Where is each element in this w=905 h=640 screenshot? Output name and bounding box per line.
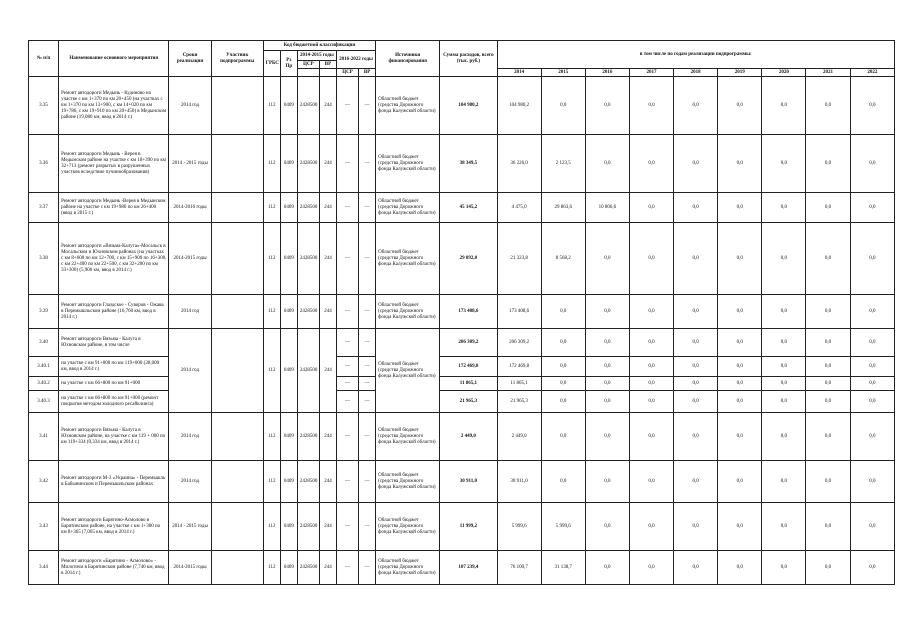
row-participant [211,329,263,413]
col-year: 2014 [497,69,541,77]
row-csr-2016: — [336,193,358,223]
row-number: 3.43 [29,503,59,551]
row-vr-2016: — [359,193,376,223]
row-vr-2016: — [359,295,376,329]
row-year-value: 0,0 [629,329,673,357]
row-year-value: 0,0 [541,77,585,135]
row-year-value: 0,0 [718,295,762,329]
row-participant [211,135,263,193]
row-year-value: 0,0 [674,295,718,329]
table-body [29,77,895,585]
row-vr-2016: — [359,461,376,503]
row-source: Областной бюджет (средства Дорожного фонда Калужской области) [376,413,440,461]
col-csr: ЦСР [297,61,319,69]
row-year-value: 0,0 [541,295,585,329]
row-year-value: 11 865,1 [497,377,541,391]
row-csr-2016: — [336,461,358,503]
row-year-value: 0,0 [850,295,894,329]
row-year-value: 21 323,8 [497,223,541,295]
col-rzpr: Рз Пр [280,51,297,77]
col-by-year: в том числе по годам реализации подпрограммы: [497,41,895,69]
row-sum: 107 239,4 [440,551,497,585]
row-year-value: 0,0 [674,377,718,391]
row-year-value: 0,0 [762,551,806,585]
row-year-value: 0,0 [762,329,806,357]
col-year: 2016 [585,69,629,77]
row-source: Областной бюджет (средства Дорожного фонда Калужской области) [376,193,440,223]
col-year: 2022 [850,69,894,77]
row-year-value: 0,0 [762,193,806,223]
row-year-value: 0,0 [718,391,762,413]
row-term: 2014-2016 годы [169,193,211,223]
row-number: 3.44 [29,551,59,585]
row-number: 3.41 [29,413,59,461]
row-csr: 2428500 [297,503,319,551]
row-year-value: 0,0 [674,193,718,223]
row-sum: 45 145,2 [440,193,497,223]
row-vr-2016: — [359,357,376,377]
row-csr-2016: — [336,413,358,461]
row-number: 3.38 [29,223,59,295]
row-year-value: 0,0 [850,329,894,357]
row-vr: 244 [319,551,336,585]
row-grbs: 112 [263,77,280,135]
col-2016-2022: 2016-2022 годы [336,51,375,69]
table-row [29,223,895,295]
row-year-value: 0,0 [762,135,806,193]
table-row [29,461,895,503]
row-year-value: 0,0 [541,357,585,377]
col-source: Источники финансирования [376,41,440,77]
row-vr: 244 [319,223,336,295]
row-activity-name: Ремонт автодороги «Барятино - Асмолово» - Милотичи в Барятинском районе (7,740 км, ввод в 2014 г.) [59,551,169,585]
row-sum: 206 309,2 [440,329,497,357]
row-year-value: 0,0 [806,223,850,295]
row-csr-2016: — [336,295,358,329]
row-participant [211,461,263,503]
row-participant [211,223,263,295]
row-csr: 2428500 [297,461,319,503]
row-number: 3.36 [29,135,59,193]
row-year-value: 0,0 [541,413,585,461]
row-year-value: 0,0 [806,295,850,329]
row-year-value: 0,0 [850,413,894,461]
row-year-value: 0,0 [718,357,762,377]
row-year-value: 0,0 [585,357,629,377]
row-rzpr: 0409 [280,193,297,223]
row-year-value: 0,0 [718,377,762,391]
col-csr2: ЦСР [336,69,358,77]
row-year-value: 5 999,6 [497,503,541,551]
row-activity-name: Ремонт автодороги Барятино-Асмолово в Барятинском районе, на участке с км 1+300 по км 8+365 (7,065 км, ввод в 2014 г.) [59,503,169,551]
row-rzpr: 0409 [280,135,297,193]
row-year-value: 0,0 [541,329,585,357]
row-activity-name: Ремонт автодороги Вязьма - Калуга в Юхновском районе, на участке с км 119 + 000 по км 119+334 (0,334 км, ввод в 2014 г.) [59,413,169,461]
table-row [29,357,895,377]
row-activity-name: Ремонт автодороги Глаздское - Суворов - Ожава в Перемышльском районе (16,760 км, ввод в 2014 г.) [59,295,169,329]
row-year-value: 0,0 [541,461,585,503]
row-year-value: 0,0 [806,391,850,413]
row-year-value: 0,0 [629,503,673,551]
row-csr: 2428500 [297,413,319,461]
row-number: 3.35 [29,77,59,135]
row-csr: 2428500 [297,135,319,193]
row-year-value: 0,0 [806,77,850,135]
row-year-value: 0,0 [806,193,850,223]
row-source: Областной бюджет (средства Дорожного фонда Калужской области) [376,77,440,135]
row-year-value: 0,0 [718,461,762,503]
row-year-value: 0,0 [674,391,718,413]
row-year-value: 0,0 [585,461,629,503]
row-rzpr: 0409 [280,295,297,329]
row-year-value: 30 911,0 [497,461,541,503]
row-year-value: 0,0 [850,377,894,391]
row-year-value: 0,0 [850,193,894,223]
row-vr-2016: — [359,391,376,413]
row-csr: 2428500 [297,223,319,295]
row-year-value: 0,0 [762,295,806,329]
row-year-value: 0,0 [541,377,585,391]
row-year-value: 0,0 [850,77,894,135]
row-number: 3.40.2 [29,377,59,391]
col-year: 2020 [762,69,806,77]
col-vr-empty [319,69,336,77]
row-year-value: 0,0 [762,357,806,377]
table-row [29,77,895,135]
row-year-value: 0,0 [629,223,673,295]
row-year-value: 2 123,5 [541,135,585,193]
table-header [29,41,895,77]
row-year-value: 0,0 [806,377,850,391]
row-number: 3.39 [29,295,59,329]
row-source: Областной бюджет (средства Дорожного фонда Калужской области) [376,503,440,551]
row-year-value: 0,0 [674,329,718,357]
row-grbs: 112 [263,503,280,551]
row-rzpr: 0409 [280,77,297,135]
row-year-value: 0,0 [762,223,806,295]
row-year-value: 0,0 [718,193,762,223]
row-grbs: 112 [263,223,280,295]
row-rzpr: 0409 [280,223,297,295]
row-year-value: 0,0 [585,551,629,585]
row-csr-2016: — [336,357,358,377]
row-year-value: 4 475,0 [497,193,541,223]
row-year-value: 0,0 [674,77,718,135]
row-year-value: 0,0 [806,357,850,377]
row-year-value: 172 469,8 [497,357,541,377]
row-source: Областной бюджет (средства Дорожного фонда Калужской области) [376,551,440,585]
col-year: 2017 [629,69,673,77]
row-year-value: 0,0 [585,295,629,329]
row-csr-2016: — [336,329,358,357]
row-year-value: 0,0 [762,377,806,391]
row-year-value: 29 863,6 [541,193,585,223]
row-sum: 104 980,2 [440,77,497,135]
row-csr-2016: — [336,377,358,391]
row-participant [211,295,263,329]
row-source: Областной бюджет (средства Дорожного фонда Калужской области) [376,295,440,329]
row-year-value: 5 999,6 [541,503,585,551]
row-year-value: 0,0 [718,223,762,295]
table-row [29,391,895,413]
row-vr-2016: — [359,223,376,295]
row-activity-name: Ремонт автодороги «Вязьма-Калуга»-Мосальск в Мосальском и Юхновском районах (на участках с км 8+600 по км 12+700, с км 15+900 по 16+300, с км 22+400 по км 22+500, с км 32+200 по км 33+300) (5,900 км, ввод в 2014 г.) [59,223,169,295]
row-rzpr: 0409 [280,413,297,461]
col-num: № п/п [29,41,59,77]
row-source: Областной бюджет (средства Дорожного фонда Калужской области) [376,329,440,413]
row-year-value: 206 309,2 [497,329,541,357]
row-sum: 173 408,6 [440,295,497,329]
row-source: Областной бюджет (средства Дорожного фонда Калужской области) [376,135,440,193]
row-activity-name: Ремонт автодороги Вязьма - Калуга в Юхновском районе, в том числе [59,329,169,357]
col-sum: Сумма расходов, всего (тыс. руб.) [440,41,497,77]
row-term: 2014 - 2015 годы [169,503,211,551]
row-source: Областной бюджет (средства Дорожного фонда Калужской области) [376,223,440,295]
row-year-value: 0,0 [762,77,806,135]
row-vr-2016: — [359,135,376,193]
row-csr-2016: — [336,223,358,295]
row-year-value: 0,0 [674,223,718,295]
row-vr: 244 [319,193,336,223]
row-vr: 244 [319,461,336,503]
row-participant [211,77,263,135]
row-year-value: 0,0 [850,461,894,503]
row-number: 3.40 [29,329,59,357]
row-csr: 2428500 [297,77,319,135]
table-row [29,329,895,357]
row-year-value: 0,0 [585,77,629,135]
row-sum: 38 349,5 [440,135,497,193]
row-csr: 2428500 [297,295,319,329]
col-year: 2021 [806,69,850,77]
row-year-value: 0,0 [762,503,806,551]
row-term: 2014 год [169,295,211,329]
row-vr: 244 [319,503,336,551]
row-year-value: 0,0 [541,391,585,413]
row-csr-2016: — [336,391,358,413]
col-csr-empty [297,69,319,77]
row-vr-2016: — [359,413,376,461]
row-year-value: 0,0 [806,551,850,585]
row-year-value: 0,0 [629,377,673,391]
row-year-value: 104 980,2 [497,77,541,135]
row-term: 2014 год [169,329,211,413]
row-year-value: 0,0 [718,135,762,193]
row-year-value: 0,0 [585,413,629,461]
row-term: 2014-2015 годы [169,223,211,295]
row-year-value: 0,0 [629,77,673,135]
row-sum: 172 469,8 [440,357,497,377]
row-year-value: 21 965,3 [497,391,541,413]
budget-table-page [28,40,895,625]
row-year-value: 0,0 [850,391,894,413]
row-vr: 244 [319,329,336,413]
row-year-value: 0,0 [674,551,718,585]
row-year-value: 0,0 [718,77,762,135]
row-term: 2014 год [169,413,211,461]
table-row [29,193,895,223]
row-year-value: 0,0 [629,413,673,461]
row-term: 2014-2015 годы [169,551,211,585]
row-year-value: 0,0 [718,413,762,461]
row-sum: 29 892,0 [440,223,497,295]
row-year-value: 0,0 [806,503,850,551]
row-year-value: 173 408,6 [497,295,541,329]
row-grbs: 112 [263,135,280,193]
table-row [29,503,895,551]
col-2014-2015: 2014-2015 годы [297,51,336,61]
row-grbs: 112 [263,329,280,413]
table-row [29,413,895,461]
row-year-value: 0,0 [629,135,673,193]
row-csr-2016: — [336,135,358,193]
row-year-value: 0,0 [674,461,718,503]
row-term: 2014 год [169,461,211,503]
row-vr-2016: — [359,329,376,357]
row-csr: 2428500 [297,193,319,223]
row-number: 3.40.3 [29,391,59,413]
table-row [29,377,895,391]
row-year-value: 0,0 [629,357,673,377]
row-rzpr: 0409 [280,461,297,503]
row-participant [211,413,263,461]
row-number: 3.40.1 [29,357,59,377]
row-vr-2016: — [359,503,376,551]
row-sum: 2 449,0 [440,413,497,461]
row-year-value: 0,0 [762,413,806,461]
row-vr: 244 [319,135,336,193]
row-number: 3.37 [29,193,59,223]
row-grbs: 112 [263,461,280,503]
row-sum: 11 865,1 [440,377,497,391]
row-year-value: 0,0 [762,461,806,503]
row-year-value: 76 100,7 [497,551,541,585]
col-year: 2015 [541,69,585,77]
row-year-value: 0,0 [674,413,718,461]
row-vr: 244 [319,295,336,329]
table-row [29,551,895,585]
row-csr-2016: — [336,551,358,585]
row-year-value: 8 568,2 [541,223,585,295]
row-year-value: 0,0 [629,391,673,413]
row-term: 2014 - 2015 годы [169,135,211,193]
row-year-value: 0,0 [806,329,850,357]
row-source: Областной бюджет (средства Дорожного фонда Калужской области) [376,461,440,503]
row-year-value: 0,0 [806,135,850,193]
col-participant: Участник подпрограммы [211,41,263,77]
row-year-value: 0,0 [850,357,894,377]
row-year-value: 0,0 [674,503,718,551]
col-vr: ВР [319,61,336,69]
row-grbs: 112 [263,551,280,585]
row-year-value: 0,0 [674,135,718,193]
row-vr: 244 [319,413,336,461]
row-year-value: 0,0 [629,295,673,329]
row-year-value: 0,0 [585,329,629,357]
row-grbs: 112 [263,193,280,223]
row-year-value: 36 226,0 [497,135,541,193]
table-row [29,135,895,193]
row-year-value: 0,0 [762,391,806,413]
budget-table [28,40,895,585]
row-rzpr: 0409 [280,551,297,585]
row-year-value: 10 806,6 [585,193,629,223]
col-grbs: ГРБС [263,51,280,77]
table-row [29,295,895,329]
col-year: 2019 [718,69,762,77]
row-term: 2014 год [169,77,211,135]
row-rzpr: 0409 [280,503,297,551]
row-year-value: 0,0 [850,503,894,551]
row-vr: 244 [319,77,336,135]
row-year-value: 0,0 [585,135,629,193]
row-sum: 21 965,3 [440,391,497,413]
row-participant [211,551,263,585]
row-activity-name: Ремонт автодороги Медынь - Верея в Медынском районе на участке с км 18+390 по км 32+713 (ремонт разрытых в разрушенных участков вследствие пучинообразования) [59,135,169,193]
row-year-value: 0,0 [850,135,894,193]
row-activity-name: на участке с км 66+800 по км 91+000 [59,377,169,391]
row-vr-2016: — [359,377,376,391]
row-year-value: 0,0 [718,503,762,551]
row-activity-name: на участке с км 91+000 по км 119+000 (28,000 км, ввод в 2014 г.) [59,357,169,377]
row-sum: 30 911,0 [440,461,497,503]
row-year-value: 0,0 [718,551,762,585]
col-name: Наименование основного мероприятия [59,41,169,77]
row-activity-name: Ремонт автодороги М-3 «Украина» - Перемышль в Бабынинском и Перемышльском районах [59,461,169,503]
row-vr-2016: — [359,77,376,135]
col-vr2: ВР [359,69,376,77]
row-year-value: 0,0 [585,377,629,391]
col-term: Сроки реализации [169,41,211,77]
row-year-value: 0,0 [674,357,718,377]
row-year-value: 0,0 [629,461,673,503]
row-year-value: 0,0 [806,461,850,503]
row-grbs: 112 [263,295,280,329]
row-csr: 2428500 [297,551,319,585]
row-number: 3.42 [29,461,59,503]
row-vr-2016: — [359,551,376,585]
row-participant [211,193,263,223]
row-year-value: 2 449,0 [497,413,541,461]
row-year-value: 31 138,7 [541,551,585,585]
row-activity-name: Ремонт автодороги Медынь - Кудиново на участке с км 1+370 по км 20+450 (на участках с км 1+370 по км 13+900, с км 14+020 по км 19+780, с км 19+910 по км 20+450) в Медынском районе (19,080 км, ввод в 2014 г.) [59,77,169,135]
row-year-value: 0,0 [585,503,629,551]
row-activity-name: на участке с км 66+800 по км 91+000 (ремонт покрытия методом холодного ресайклинга) [59,391,169,413]
row-csr: 2428500 [297,329,319,413]
row-rzpr: 0409 [280,329,297,413]
row-year-value: 0,0 [718,329,762,357]
row-sum: 11 999,2 [440,503,497,551]
col-year: 2018 [674,69,718,77]
row-year-value: 0,0 [629,193,673,223]
col-kbk: Код бюджетной классификации [263,41,375,51]
row-year-value: 0,0 [850,551,894,585]
row-year-value: 0,0 [585,223,629,295]
row-participant [211,503,263,551]
row-year-value: 0,0 [806,413,850,461]
row-year-value: 0,0 [850,223,894,295]
row-year-value: 0,0 [629,551,673,585]
row-csr-2016: — [336,77,358,135]
row-year-value: 0,0 [585,391,629,413]
row-csr-2016: — [336,503,358,551]
row-activity-name: Ремонт автодороги Медынь -Верея в Медынском районе на участке с км 19+980 по км 26+400 (ввод в 2015 г.) [59,193,169,223]
row-grbs: 112 [263,413,280,461]
